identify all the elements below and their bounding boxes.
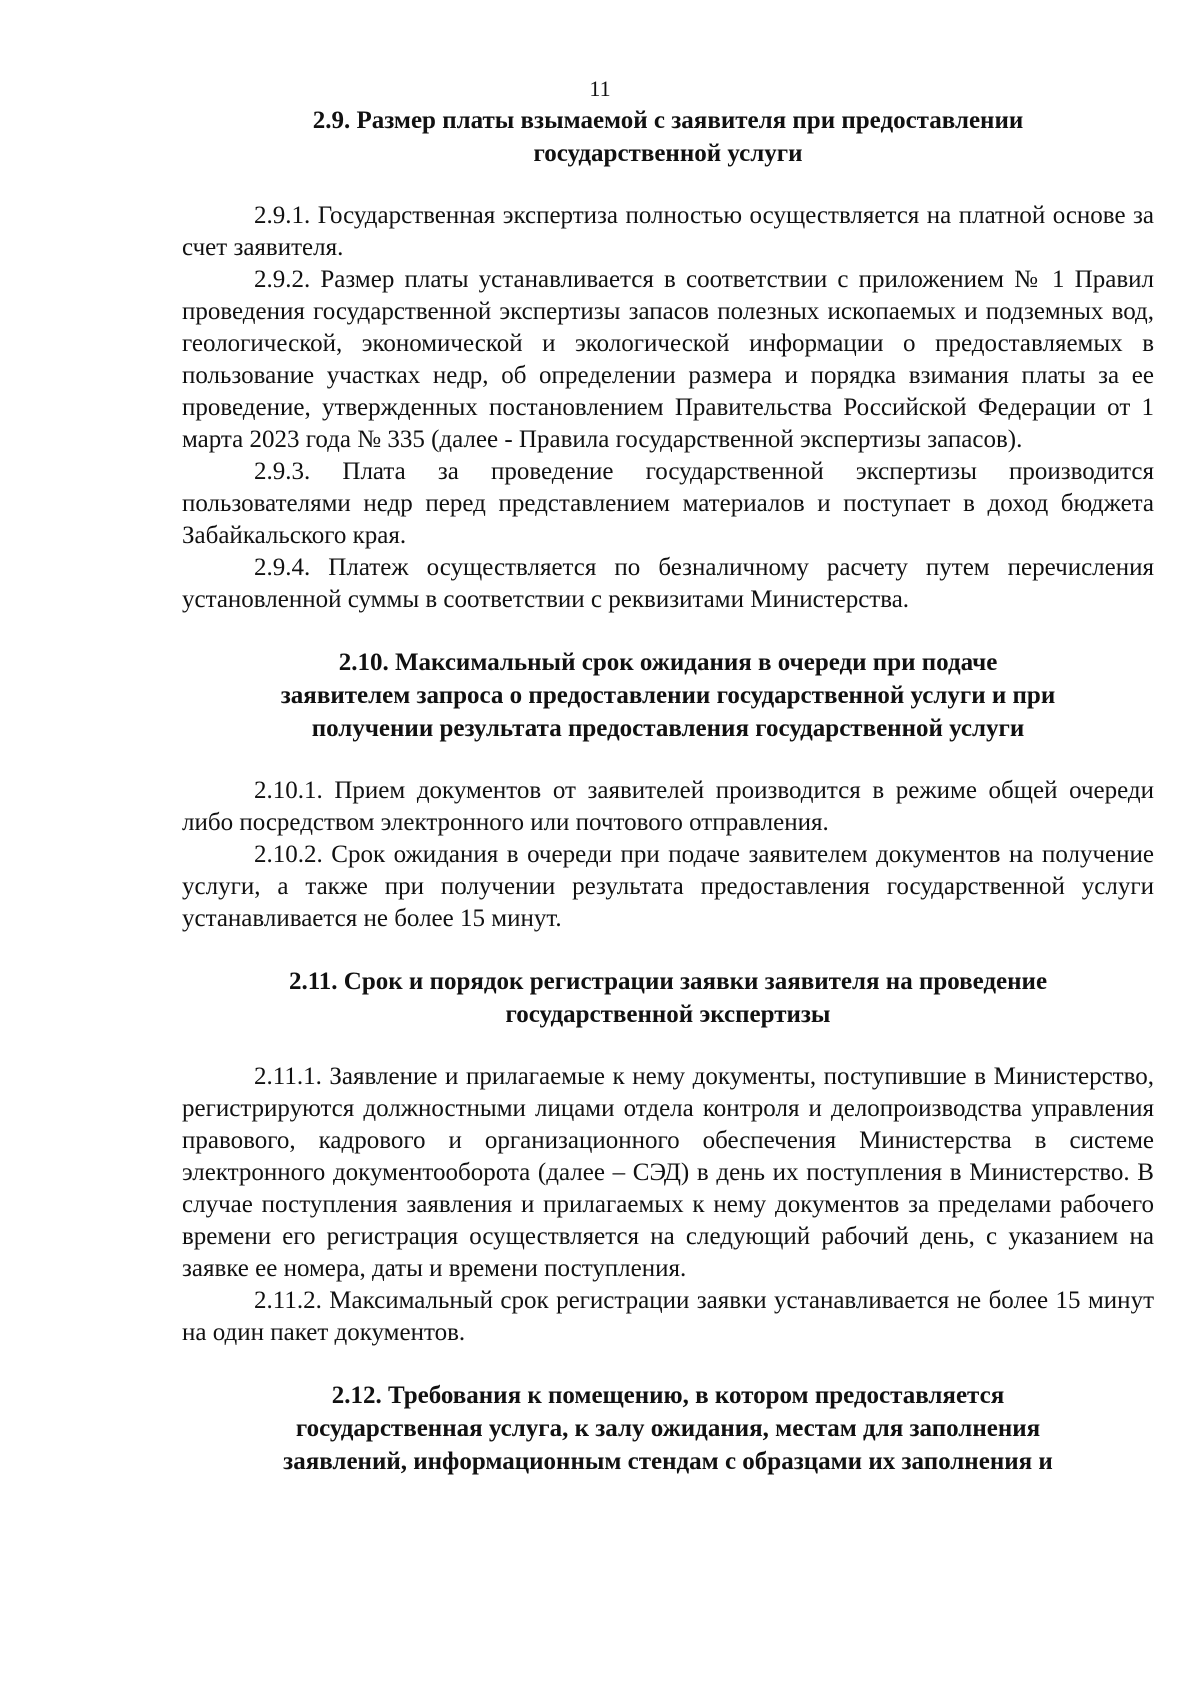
heading-line: государственной экспертизы <box>505 1001 831 1028</box>
heading-line: получении результата предоставления государственной услуги <box>311 715 1025 742</box>
section-heading <box>182 104 1154 170</box>
section-heading <box>182 1379 1154 1478</box>
paragraph: 2.9.1. Государственная экспертиза полностью осуществляется на платной основе за счет заявителя. <box>182 202 1154 261</box>
heading-line: 2.12. Требования к помещению, в котором предоставляется <box>331 1382 1005 1409</box>
heading-line: заявлений, информационным стендам с образцами их заполнения и <box>283 1448 1053 1475</box>
paragraph: 2.9.3. Плата за проведение государственной экспертизы производится пользователями недр перед представлением материалов и поступает в доход бюджета Забайкальского края. <box>182 458 1154 549</box>
heading-line: 2.9. Размер платы взымаемой с заявителя при предоставлении <box>312 107 1024 134</box>
paragraph: 2.11.1. Заявление и прилагаемые к нему документы, поступившие в Министерство, регистрируются должностными лицами отдела контроля и делопроизводства управления правового, кадрового и организационного обеспечения Министерства в системе электронного документооборота (далее – СЭД) в день их поступления в Министерство. В случае поступления заявления и прилагаемых к нему документов за пределами рабочего времени его регистрация осуществляется на следующий рабочий день, с указанием на заявке ее номера, даты и времени поступления. <box>182 1063 1154 1282</box>
paragraph: 2.9.2. Размер платы устанавливается в соответствии с приложением № 1 Правил проведения государственной экспертизы запасов полезных ископаемых и подземных вод, геологической, экономической и экологической информации о предоставляемых в пользование участках недр, об определении размера и порядка взимания платы за ее проведение, утвержденных постановлением Правительства Российской Федерации от 1 марта 2023 года № 335 (далее - Правила государственной экспертизы запасов). <box>182 266 1154 453</box>
section-2-11 <box>182 965 1154 1349</box>
paragraph: 2.10.1. Прием документов от заявителей производится в режиме общей очереди либо посредством электронного или почтового отправления. <box>182 777 1154 836</box>
document-body <box>182 104 1154 1478</box>
paragraph: 2.10.2. Срок ожидания в очереди при подаче заявителем документов на получение услуги, а также при получении результата предоставления государственной услуги устанавливается не более 15 минут. <box>182 841 1154 932</box>
heading-line: государственная услуга, к залу ожидания, местам для заполнения <box>295 1415 1041 1442</box>
section-2-10 <box>182 646 1154 935</box>
heading-line: заявителем запроса о предоставлении государственной услуги и при <box>280 682 1056 709</box>
heading-line: 2.11. Срок и порядок регистрации заявки заявителя на проведение <box>288 968 1048 995</box>
page-number: 11 <box>589 76 611 101</box>
section-2-12 <box>182 1379 1154 1478</box>
paragraph: 2.11.2. Максимальный срок регистрации заявки устанавливается не более 15 минут на один пакет документов. <box>182 1287 1154 1346</box>
heading-line: 2.10. Максимальный срок ожидания в очереди при подаче <box>338 649 998 676</box>
heading-line: государственной услуги <box>533 140 803 167</box>
section-heading <box>182 965 1154 1031</box>
paragraph: 2.9.4. Платеж осуществляется по безналичному расчету путем перечисления установленной суммы в соответствии с реквизитами Министерства. <box>182 554 1154 613</box>
section-2-9 <box>182 104 1154 616</box>
section-heading <box>182 646 1154 745</box>
